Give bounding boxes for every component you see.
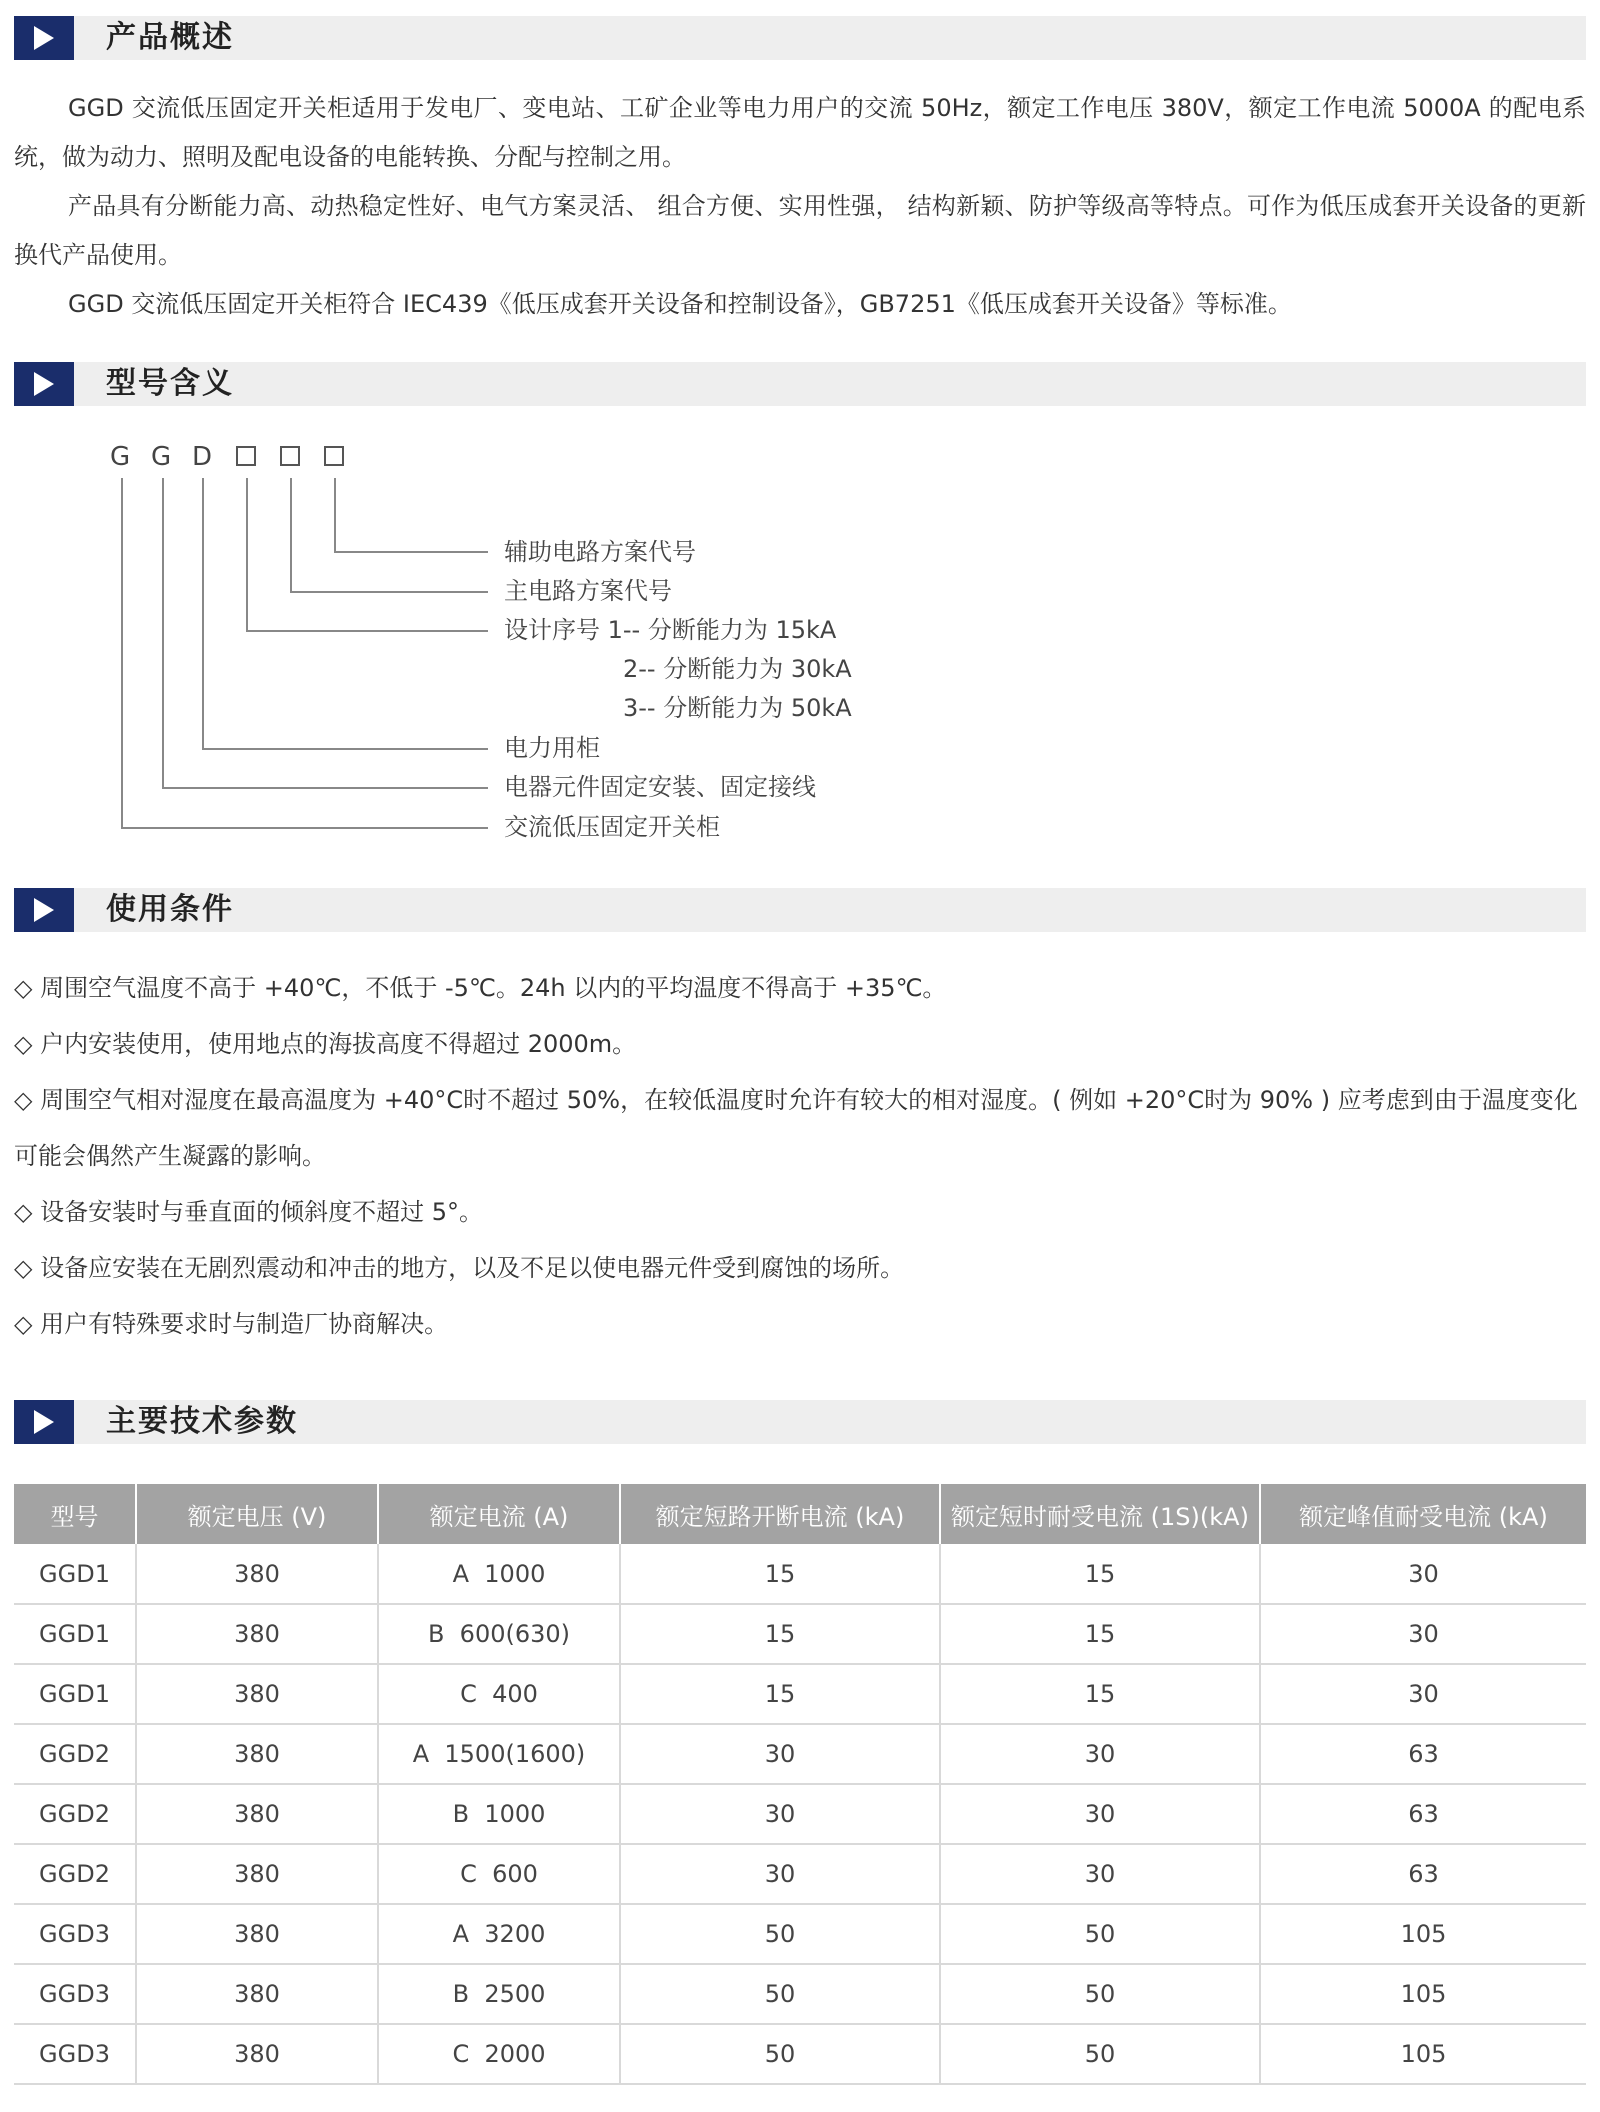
section-header-params bbox=[14, 1400, 1586, 1444]
table-cell: 105 bbox=[1260, 1964, 1586, 2024]
table-cell: 63 bbox=[1260, 1724, 1586, 1784]
overview-paragraph: GGD 交流低压固定开关柜适用于发电厂、变电站、工矿企业等电力用户的交流 50Hz，额定工作电压 380V，额定工作电流 5000A 的配电系统，做为动力、照明及配电设备的电能转换、分配与控制之用。 bbox=[14, 94, 1586, 171]
connector-line bbox=[121, 827, 488, 829]
condition-item: ◇ 周围空气相对湿度在最高温度为 +40°C时不超过 50%，在较低温度时允许有较大的相对湿度。( 例如 +20°C时为 90% ) 应考虑到由于温度变化可能会偶然产生凝露的影响。 bbox=[14, 1086, 1578, 1170]
model-code-letter: G bbox=[151, 442, 172, 472]
table-cell: GGD1 bbox=[14, 1604, 136, 1664]
table-cell: 15 bbox=[940, 1664, 1260, 1724]
table-cell: 30 bbox=[940, 1844, 1260, 1904]
table-cell: 30 bbox=[620, 1844, 940, 1904]
table-cell: 380 bbox=[136, 1844, 378, 1904]
connector-line bbox=[334, 478, 336, 552]
table-cell: A 3200 bbox=[378, 1904, 620, 1964]
connector-line bbox=[246, 478, 248, 631]
table-cell: 380 bbox=[136, 1604, 378, 1664]
table-row bbox=[14, 1904, 1586, 1964]
placeholder-box bbox=[280, 446, 300, 466]
condition-item: ◇ 设备安装时与垂直面的倾斜度不超过 5°。 bbox=[14, 1198, 483, 1226]
table-cell: 380 bbox=[136, 1964, 378, 2024]
table-cell: 63 bbox=[1260, 1844, 1586, 1904]
table-row bbox=[14, 1544, 1586, 1604]
section-title: 产品概述 bbox=[106, 20, 234, 55]
table-cell: 30 bbox=[620, 1784, 940, 1844]
table-cell: GGD2 bbox=[14, 1784, 136, 1844]
section-title: 使用条件 bbox=[106, 892, 234, 927]
table-cell: 50 bbox=[940, 1964, 1260, 2024]
table-cell: 380 bbox=[136, 2024, 378, 2084]
table-cell: GGD2 bbox=[14, 1724, 136, 1784]
table-cell: GGD2 bbox=[14, 1844, 136, 1904]
section-title: 主要技术参数 bbox=[106, 1404, 298, 1439]
model-label: 辅助电路方案代号 bbox=[504, 538, 696, 566]
column-header: 额定电流 (A) bbox=[378, 1484, 620, 1544]
connector-line bbox=[202, 748, 488, 750]
table-cell: GGD1 bbox=[14, 1664, 136, 1724]
connector-line bbox=[334, 551, 488, 553]
section-header-model bbox=[14, 362, 1586, 406]
table-row bbox=[14, 1724, 1586, 1784]
table-cell: 63 bbox=[1260, 1784, 1586, 1844]
column-header: 额定短路开断电流 (kA) bbox=[620, 1484, 940, 1544]
model-label: 交流低压固定开关柜 bbox=[504, 813, 720, 841]
table-cell: 50 bbox=[620, 2024, 940, 2084]
model-label: 设计序号 1-- 分断能力为 15kA bbox=[504, 616, 837, 644]
table-cell: 30 bbox=[1260, 1544, 1586, 1604]
condition-item: ◇ 户内安装使用，使用地点的海拔高度不得超过 2000m。 bbox=[14, 1030, 637, 1058]
model-label: 电器元件固定安装、固定接线 bbox=[504, 773, 816, 801]
column-header: 型号 bbox=[14, 1484, 136, 1544]
play-arrow-icon bbox=[14, 16, 74, 60]
condition-item: ◇ 周围空气温度不高于 +40℃，不低于 -5℃。24h 以内的平均温度不得高于 +35℃。 bbox=[14, 974, 947, 1002]
column-header: 额定电压 (V) bbox=[136, 1484, 378, 1544]
connector-line bbox=[202, 478, 204, 749]
connector-line bbox=[162, 478, 164, 788]
condition-item: ◇ 设备应安装在无剧烈震动和冲击的地方，以及不足以使电器元件受到腐蚀的场所。 bbox=[14, 1254, 905, 1282]
placeholder-box bbox=[236, 446, 256, 466]
model-code-letter: G bbox=[110, 442, 131, 472]
table-cell: C 600 bbox=[378, 1844, 620, 1904]
table-cell: 15 bbox=[940, 1604, 1260, 1664]
model-label: 2-- 分断能力为 30kA bbox=[623, 655, 852, 683]
table-cell: A 1000 bbox=[378, 1544, 620, 1604]
table-row bbox=[14, 1604, 1586, 1664]
table-cell: 380 bbox=[136, 1904, 378, 1964]
table-cell: 30 bbox=[620, 1724, 940, 1784]
connector-line bbox=[290, 591, 488, 593]
table-cell: 50 bbox=[620, 1964, 940, 2024]
table-cell: 15 bbox=[940, 1544, 1260, 1604]
play-arrow-icon bbox=[14, 362, 74, 406]
table-cell: GGD1 bbox=[14, 1544, 136, 1604]
table-cell: 105 bbox=[1260, 2024, 1586, 2084]
connector-line bbox=[246, 630, 488, 632]
table-cell: 30 bbox=[1260, 1664, 1586, 1724]
table-cell: B 2500 bbox=[378, 1964, 620, 2024]
table-cell: GGD3 bbox=[14, 1964, 136, 2024]
table-row bbox=[14, 2024, 1586, 2084]
table-row bbox=[14, 1664, 1586, 1724]
connector-line bbox=[162, 787, 488, 789]
section-header-conditions bbox=[14, 888, 1586, 932]
table-cell: A 1500(1600) bbox=[378, 1724, 620, 1784]
table-cell: 30 bbox=[1260, 1604, 1586, 1664]
table-cell: 380 bbox=[136, 1784, 378, 1844]
table-cell: B 600(630) bbox=[378, 1604, 620, 1664]
overview-paragraph: 产品具有分断能力高、动热稳定性好、电气方案灵活、 组合方便、实用性强， 结构新颖、防护等级高等特点。可作为低压成套开关设备的更新换代产品使用。 bbox=[14, 192, 1586, 269]
connector-line bbox=[121, 478, 123, 828]
column-header: 额定峰值耐受电流 (kA) bbox=[1260, 1484, 1586, 1544]
table-cell: 30 bbox=[940, 1724, 1260, 1784]
table-cell: 50 bbox=[620, 1904, 940, 1964]
table-cell: 15 bbox=[620, 1544, 940, 1604]
tech-params-table bbox=[14, 1484, 1586, 2085]
play-arrow-icon bbox=[14, 888, 74, 932]
table-cell: 15 bbox=[620, 1604, 940, 1664]
overview-paragraph: GGD 交流低压固定开关柜符合 IEC439《低压成套开关设备和控制设备》，GB7251《低压成套开关设备》等标准。 bbox=[68, 290, 1292, 318]
table-cell: B 1000 bbox=[378, 1784, 620, 1844]
table-cell: 105 bbox=[1260, 1904, 1586, 1964]
table-row bbox=[14, 1784, 1586, 1844]
table-cell: C 400 bbox=[378, 1664, 620, 1724]
model-label: 主电路方案代号 bbox=[504, 577, 672, 605]
table-cell: 380 bbox=[136, 1544, 378, 1604]
play-arrow-icon bbox=[14, 1400, 74, 1444]
model-label: 3-- 分断能力为 50kA bbox=[623, 694, 852, 722]
condition-item: ◇ 用户有特殊要求时与制造厂协商解决。 bbox=[14, 1310, 449, 1338]
connector-line bbox=[290, 478, 292, 592]
table-cell: GGD3 bbox=[14, 1904, 136, 1964]
section-title: 型号含义 bbox=[106, 366, 234, 401]
section-header-overview bbox=[14, 16, 1586, 60]
table-row bbox=[14, 1964, 1586, 2024]
column-header: 额定短时耐受电流 (1S)(kA) bbox=[940, 1484, 1260, 1544]
table-cell: GGD3 bbox=[14, 2024, 136, 2084]
table-cell: 50 bbox=[940, 1904, 1260, 1964]
table-cell: C 2000 bbox=[378, 2024, 620, 2084]
table-header-row bbox=[14, 1484, 1586, 1544]
table-cell: 50 bbox=[940, 2024, 1260, 2084]
model-code-letter: D bbox=[192, 442, 213, 472]
table-cell: 30 bbox=[940, 1784, 1260, 1844]
table-row bbox=[14, 1844, 1586, 1904]
model-label: 电力用柜 bbox=[504, 734, 600, 762]
table-cell: 15 bbox=[620, 1664, 940, 1724]
table-cell: 380 bbox=[136, 1724, 378, 1784]
table-cell: 380 bbox=[136, 1664, 378, 1724]
placeholder-box bbox=[324, 446, 344, 466]
